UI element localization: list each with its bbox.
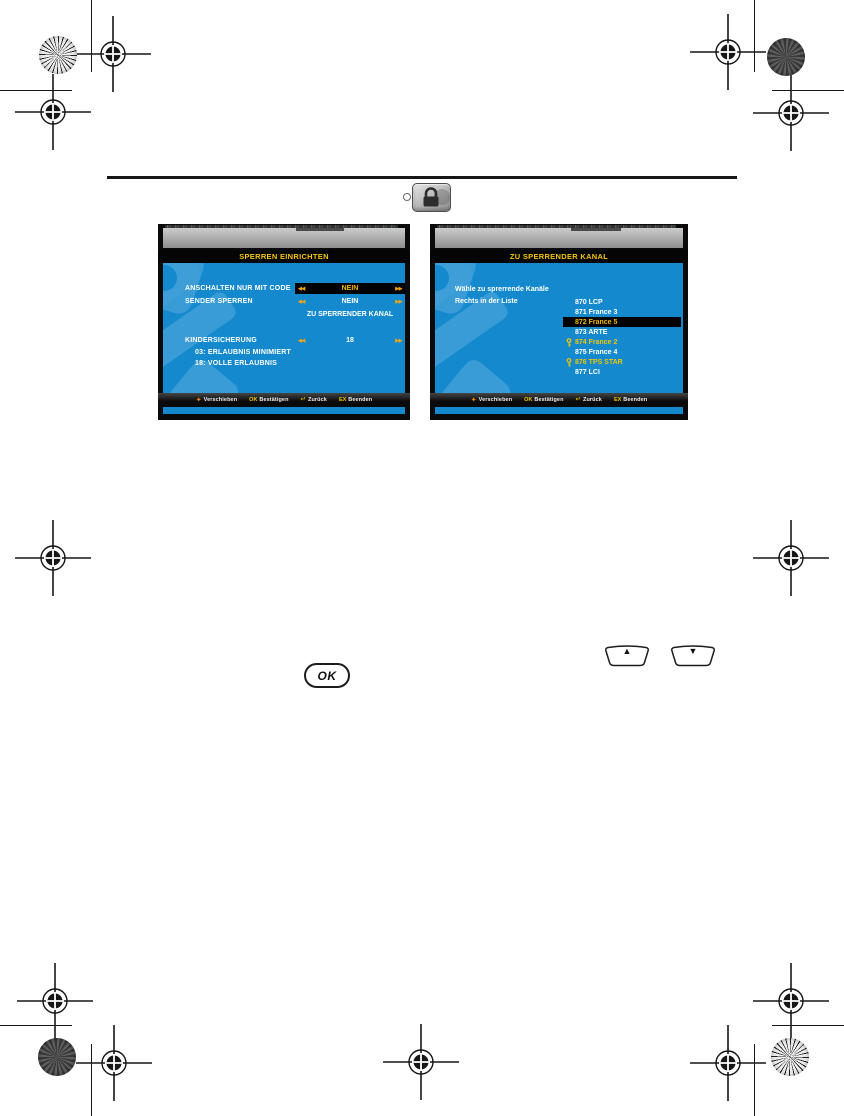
screen-title-bar	[430, 250, 688, 263]
channel-row[interactable]	[563, 297, 681, 307]
channel-row[interactable]	[563, 367, 681, 377]
screen-title: ZU SPERRENDER KANAL	[509, 252, 609, 261]
tv-screen-sperren-einrichten	[158, 224, 410, 420]
channel-row-selected[interactable]	[563, 317, 681, 327]
screen-banner-bar	[163, 228, 405, 248]
screen-title: SPERREN EINRICHTEN	[239, 252, 329, 261]
arrow-right-icon[interactable]: ▶▶	[395, 285, 402, 292]
value-stepper-kindersicherung[interactable]	[295, 335, 405, 346]
up-arrow-icon: ▲	[622, 646, 632, 656]
channel-text: 874 France 2	[575, 338, 618, 346]
hint-label: Bestätigen	[259, 397, 289, 403]
remote-ok-key[interactable]: OK	[304, 663, 350, 688]
hint-move	[471, 397, 512, 404]
arrow-left-icon[interactable]: ◀◀	[298, 298, 305, 305]
registration-mark-icon	[751, 518, 831, 598]
hint-back	[576, 397, 602, 404]
channel-row[interactable]	[563, 327, 681, 337]
arrow-left-icon[interactable]: ◀◀	[298, 285, 305, 292]
hint-move	[196, 397, 237, 404]
color-wheel-target-icon	[39, 36, 77, 74]
channel-row[interactable]	[563, 307, 681, 317]
registration-mark-icon	[751, 73, 831, 153]
return-arrow-icon: ↵	[575, 395, 581, 403]
remote-up-key[interactable]	[604, 644, 650, 667]
banner-dark-segment	[296, 228, 344, 231]
menu-label-kindersicherung: KINDERSICHERUNG	[185, 337, 257, 344]
gradation-target-icon	[767, 38, 805, 76]
channel-text: 871 France 3	[575, 308, 618, 316]
hint-exit	[614, 397, 647, 403]
registration-mark-icon	[381, 1022, 461, 1102]
tv-screen-zu-sperrender-kanal	[430, 224, 688, 420]
channel-text: 875 France 4	[575, 348, 618, 356]
section-rule	[107, 176, 737, 179]
hint-label: Beenden	[623, 397, 648, 403]
bullet-ring-icon	[403, 193, 411, 201]
channel-text: 876 TPS STAR	[575, 358, 623, 366]
exit-key-label: EX	[613, 397, 622, 403]
hint-label: Zurück	[308, 397, 327, 403]
hint-label: Bestätigen	[534, 397, 564, 403]
remote-parental-lock-key[interactable]	[403, 183, 451, 211]
hint-back	[301, 397, 327, 404]
hint-label: Beenden	[348, 397, 373, 403]
screen-body	[435, 263, 683, 393]
hint-ok	[249, 397, 288, 403]
screen-body	[163, 263, 405, 393]
registration-mark-icon	[751, 961, 831, 1041]
move-diamond-icon: ✦	[470, 396, 477, 404]
channel-row-locked[interactable]	[563, 337, 681, 347]
return-arrow-icon: ↵	[300, 395, 306, 403]
hint-label: Zurück	[583, 397, 602, 403]
kinder-subline-2: 18: VOLLE ERLAUBNIS	[195, 360, 277, 367]
ok-key-label: OK	[524, 397, 533, 403]
exit-key-label: EX	[338, 397, 347, 403]
stepper-value: NEIN	[341, 298, 359, 305]
hint-ok	[524, 397, 563, 403]
lock-key-button[interactable]	[412, 183, 451, 212]
move-diamond-icon: ✦	[195, 396, 202, 404]
remote-down-key[interactable]	[670, 644, 716, 667]
description-line-2: Rechts in der Liste	[455, 298, 518, 305]
kinder-subline-1: 03: ERLAUBNIS MINIMIERT	[195, 349, 291, 356]
screen-title-bar	[158, 250, 410, 263]
banner-dark-segment	[571, 228, 621, 231]
key-icon	[566, 358, 572, 367]
hint-exit	[339, 397, 372, 403]
ok-key-label: OK	[249, 397, 258, 403]
stepper-value: 18	[346, 337, 354, 344]
registration-mark-icon	[13, 72, 93, 152]
menu-label-sender-sperren: SENDER SPERREN	[185, 298, 253, 305]
screen-banner-bar	[435, 228, 683, 248]
padlock-icon	[413, 184, 450, 211]
hint-bar	[158, 393, 410, 407]
registration-mark-icon	[13, 518, 93, 598]
channel-text: 872 France 5	[575, 318, 618, 326]
channel-list	[563, 297, 681, 377]
channel-text: 877 LCI	[575, 368, 600, 376]
down-arrow-icon: ▼	[688, 646, 698, 656]
hint-label: Verschieben	[203, 397, 238, 403]
hint-label: Verschieben	[478, 397, 513, 403]
registration-mark-icon	[74, 1023, 154, 1103]
menu-label-anschalten: ANSCHALTEN NUR MIT CODE	[185, 285, 291, 292]
value-stepper-sender-sperren[interactable]	[295, 296, 405, 307]
channel-text: 873 ARTE	[575, 328, 608, 336]
hint-bar	[430, 393, 688, 407]
description-line-1: Wähle zu sprerrende Kanäle	[455, 286, 549, 293]
channel-text: 870 LCP	[575, 298, 603, 306]
color-wheel-target-icon	[771, 1038, 809, 1076]
screen-bottom-strip	[163, 407, 405, 414]
arrow-left-icon[interactable]: ◀◀	[298, 337, 305, 344]
channel-row-locked[interactable]	[563, 357, 681, 367]
arrow-right-icon[interactable]: ▶▶	[395, 337, 402, 344]
value-stepper-anschalten[interactable]	[295, 283, 405, 294]
screen-bottom-strip	[435, 407, 683, 414]
arrow-right-icon[interactable]: ▶▶	[395, 298, 402, 305]
gradation-target-icon	[38, 1038, 76, 1076]
stepper-value: NEIN	[341, 285, 359, 292]
channel-row[interactable]	[563, 347, 681, 357]
menu-link-zu-sperrender-kanal[interactable]: ZU SPERRENDER KANAL	[306, 311, 394, 318]
key-icon	[566, 338, 572, 347]
watermark-cube	[438, 356, 514, 393]
